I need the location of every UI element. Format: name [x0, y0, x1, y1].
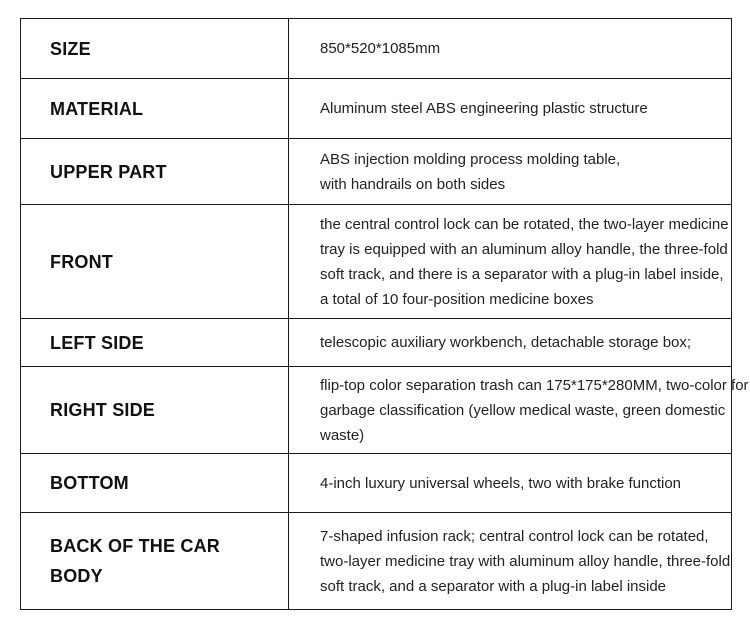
table-row: [21, 19, 732, 79]
label-line: BOTTOM: [50, 473, 129, 493]
row-value: [289, 19, 732, 79]
label-line: BODY: [50, 566, 103, 586]
row-value: [289, 319, 732, 367]
table-row: [21, 205, 732, 319]
value-line: telescopic auxiliary workbench, detachable storage box;: [320, 334, 692, 351]
value-line: ABS injection molding process molding table,: [320, 150, 621, 168]
value-line: a total of 10 four-position medicine boxes: [320, 290, 594, 308]
table-row: [21, 79, 732, 139]
table-row: [21, 454, 732, 513]
value-line: waste): [320, 426, 365, 444]
row-value: [289, 139, 732, 205]
table-row: [21, 139, 732, 205]
label-line: FRONT: [50, 251, 113, 272]
value-line: the central control lock can be rotated, the two-layer medicine: [320, 215, 729, 233]
value-line: with handrails on both sides: [320, 175, 506, 193]
table-row: [21, 319, 732, 367]
value-line: flip-top color separation trash can 175*175*280MM, two-color for: [320, 376, 749, 394]
row-label: [21, 79, 289, 139]
row-label: [21, 19, 289, 79]
value-line: Aluminum steel ABS engineering plastic structure: [320, 100, 648, 117]
label-line: BACK OF THE CAR: [50, 536, 220, 556]
row-label: [21, 319, 289, 367]
table-row: [21, 367, 732, 454]
row-label: [21, 205, 289, 319]
row-label: [21, 454, 289, 513]
label-line: SIZE: [50, 38, 91, 59]
row-value: [289, 513, 732, 610]
table-row: [21, 513, 732, 610]
value-line: soft track, and there is a separator with a plug-in label inside,: [320, 265, 724, 283]
row-label: [21, 139, 289, 205]
row-value: [289, 79, 732, 139]
value-line: soft track, and a separator with a plug-in label inside: [320, 577, 667, 595]
value-line: garbage classification (yellow medical waste, green domestic: [320, 401, 726, 419]
value-line: two-layer medicine tray with aluminum alloy handle, three-fold: [320, 552, 731, 570]
row-value: [289, 454, 732, 513]
row-value: [289, 367, 749, 454]
spec-table: [20, 18, 749, 610]
value-line: 7-shaped infusion rack; central control lock can be rotated,: [320, 527, 709, 545]
label-line: LEFT SIDE: [50, 332, 144, 353]
label-line: RIGHT SIDE: [50, 400, 156, 420]
label-line: UPPER PART: [50, 161, 167, 182]
label-line: MATERIAL: [50, 98, 144, 119]
value-line: 850*520*1085mm: [320, 40, 441, 57]
value-line: tray is equipped with an aluminum alloy handle, the three-fold: [320, 240, 728, 258]
row-label: [21, 513, 289, 610]
row-value: [289, 205, 732, 319]
value-line: 4-inch luxury universal wheels, two with brake function: [320, 474, 682, 492]
row-label: [21, 367, 289, 454]
